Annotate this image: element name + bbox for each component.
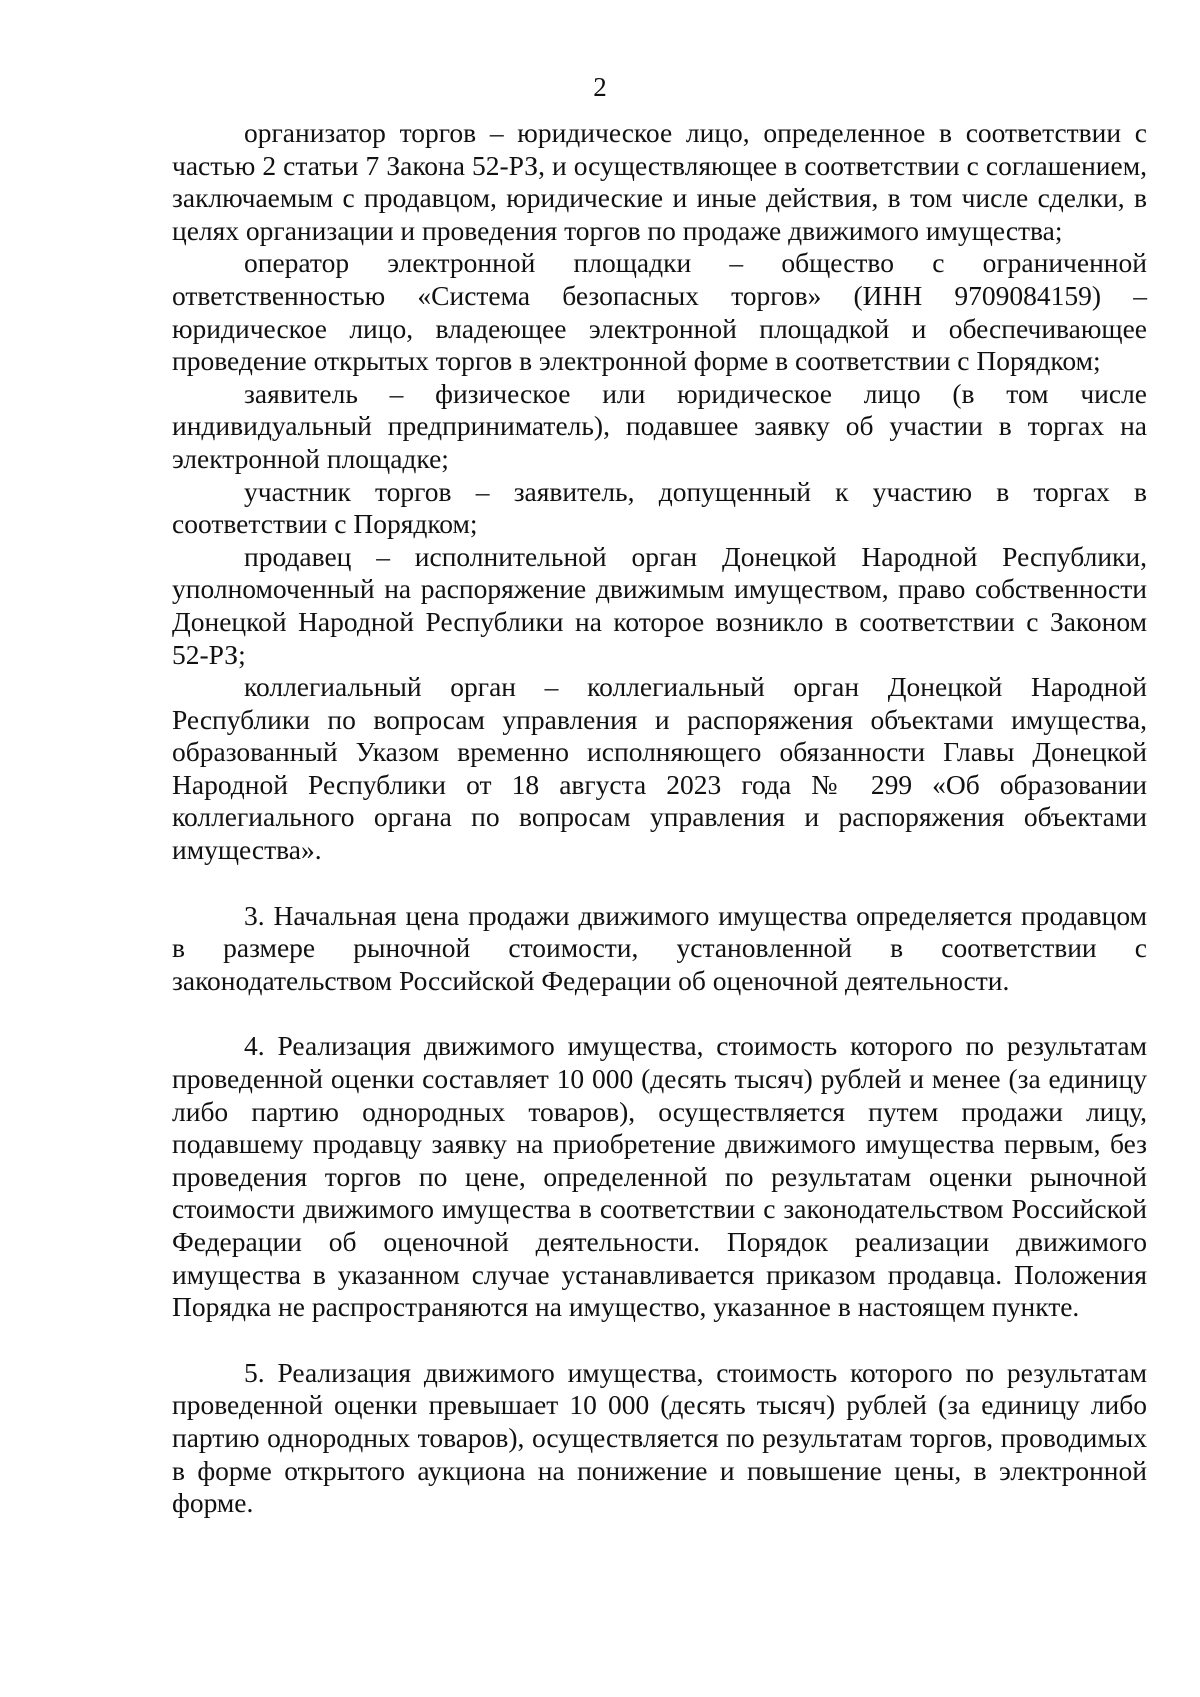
clause-4: 4. Реализация движимого имущества, стоимость которого по результатам проведенной оценки составляет 10 000 (десять тысяч) рублей и менее (за единицу либо партию однородных товаров), осуществляется путем продажи лицу, подавшему продавцу заявку на приобретение движимого имущества первым, без проведения торгов по цене, определенной по результатам оценки рыночной стоимости движимого имущества в соответствии с законодательством Российской Федерации об оценочной деятельности. Порядок реализации движимого имущества в указанном случае устанавливается приказом продавца. Положения Порядка не распространяются на имущество, указанное в настоящем пункте. (172, 1030, 1147, 1323)
definition-platform-operator: оператор электронной площадки – общество с ограниченной ответственностью «Система безопасных торгов» (ИНН 9709084159) – юридическое лицо, владеющее электронной площадкой и обеспечивающее проведение открытых торгов в электронной форме в соответствии с Порядком; (172, 247, 1147, 377)
page-number: 2 (593, 72, 607, 102)
document-body (172, 117, 1147, 1520)
definition-participant: участник торгов – заявитель, допущенный к участию в торгах в соответствии с Порядком; (172, 475, 1147, 540)
clause-3: 3. Начальная цена продажи движимого имущества определяется продавцом в размере рыночной стоимости, установленной в соответствии с законодательством Российской Федерации об оценочной деятельности. (172, 899, 1147, 996)
definition-seller: продавец – исполнительной орган Донецкой Народной Республики, уполномоченный на распоряжение движимым имуществом, право собственности Донецкой Народной Республики на которое возникло в соответствии с Законом 52-РЗ; (172, 540, 1147, 670)
clause-5: 5. Реализация движимого имущества, стоимость которого по результатам проведенной оценки превышает 10 000 (десять тысяч) рублей (за единицу либо партию однородных товаров), осуществляется по результатам торгов, проводимых в форме открытого аукциона на понижение и повышение цены, в электронной форме. (172, 1356, 1147, 1519)
definition-organizer: организатор торгов – юридическое лицо, определенное в соответствии с частью 2 статьи 7 Закона 52-РЗ, и осуществляющее в соответствии с соглашением, заключаемым с продавцом, юридические и иные действия, в том числе сделки, в целях организации и проведения торгов по продаже движимого имущества; (172, 117, 1147, 246)
definition-applicant: заявитель – физическое или юридическое лицо (в том числе индивидуальный предприниматель), подавшее заявку об участии в торгах на электронной площадке; (172, 377, 1147, 474)
definition-collegial-body: коллегиальный орган – коллегиальный орган Донецкой Народной Республики по вопросам управления и распоряжения объектами имущества, образованный Указом временно исполняющего обязанности Главы Донецкой Народной Республики от 18 августа 2023 года № 299 «Об образовании коллегиального органа по вопросам управления и распоряжения объектами имущества». (172, 671, 1147, 866)
